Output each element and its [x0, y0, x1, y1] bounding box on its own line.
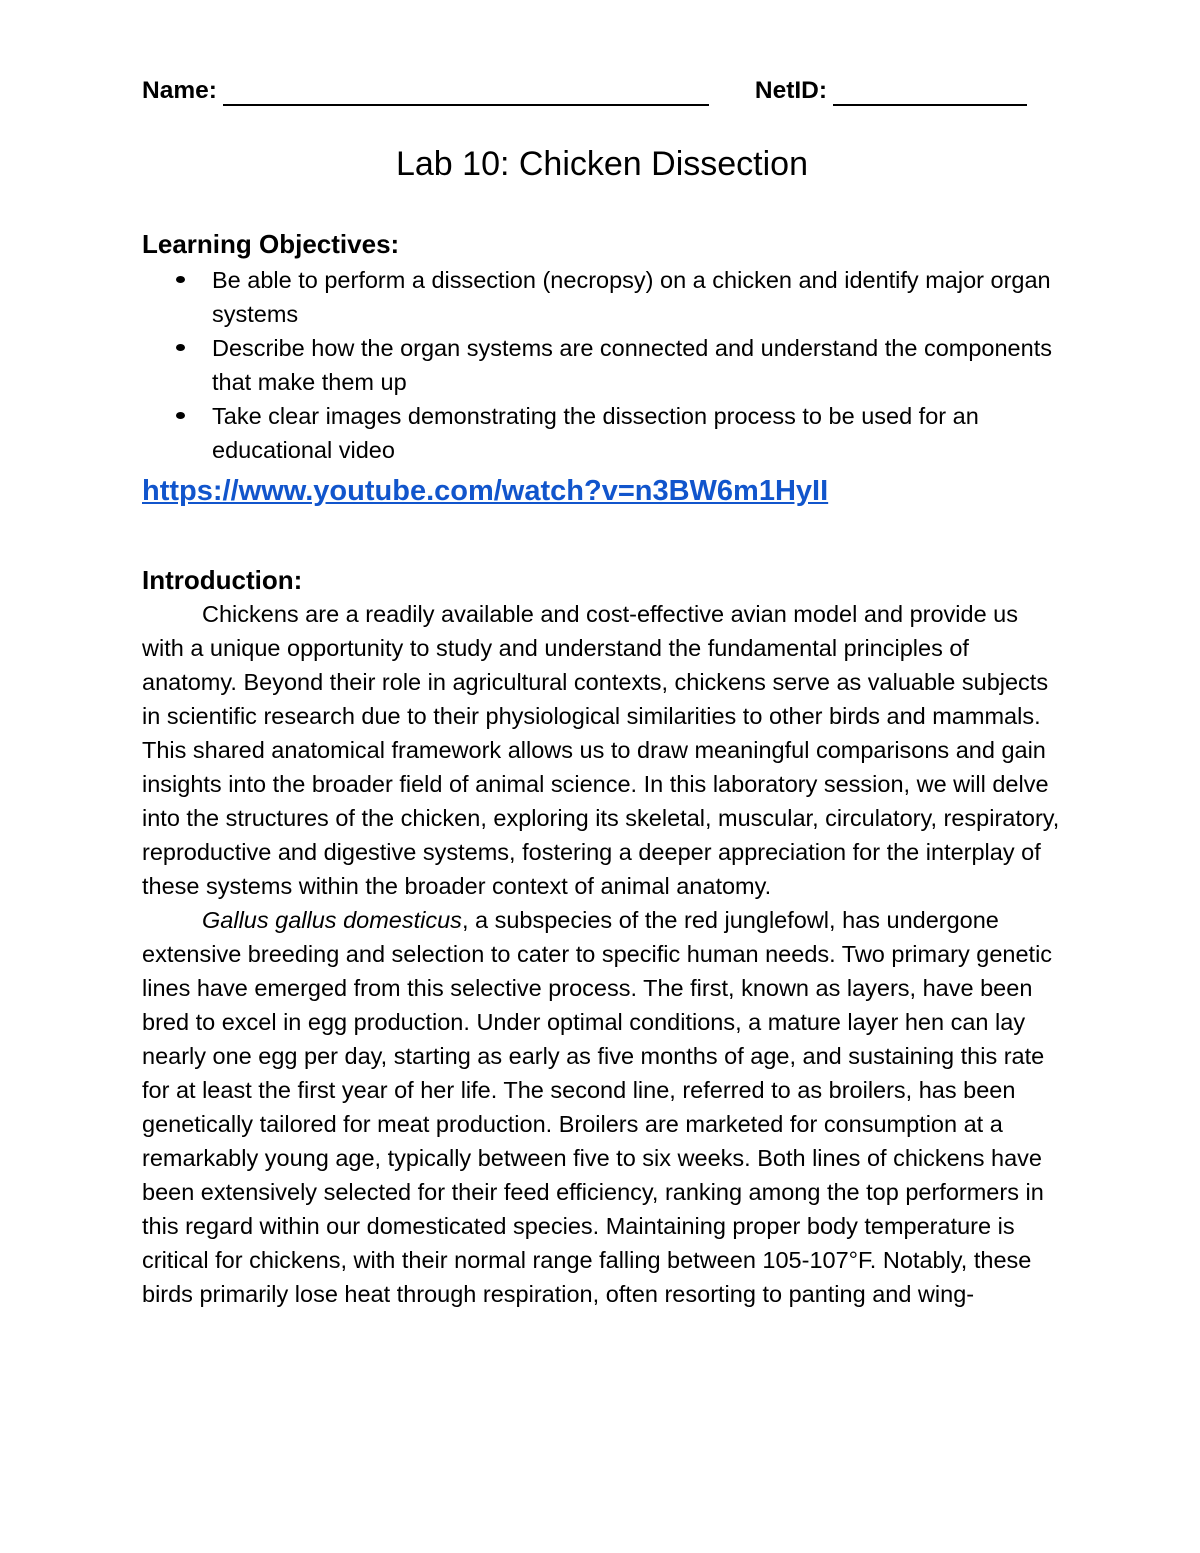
netid-label: NetID: [754, 77, 828, 104]
objective-text: Take clear images demonstrating the dissection process to be used for an educational video [212, 403, 979, 463]
youtube-video-link[interactable]: https://www.youtube.com/watch?v=n3BW6m1HyII [142, 475, 829, 507]
student-info-row [142, 66, 1062, 106]
learning-objectives-heading: Learning Objectives: [142, 229, 400, 259]
bullet-icon [176, 344, 185, 351]
list-item [142, 399, 1062, 467]
name-label: Name: [142, 77, 217, 104]
species-name: Gallus gallus domesticus [202, 907, 462, 933]
objective-text: Describe how the organ systems are connected and understand the components that make them up [212, 335, 1052, 395]
bullet-icon [176, 412, 185, 419]
introduction-paragraph-1: Chickens are a readily available and cost-effective avian model and provide us with a unique opportunity to study and understand the fundamental principles of anatomy. Beyond their role in agricultural contexts, chickens serve as valuable subjects in scientific research due to their physiological similarities to other birds and mammals. This shared anatomical framework allows us to draw meaningful comparisons and gain insights into the broader field of animal science. In this laboratory session, we will delve into the structures of the chicken, exploring its skeletal, muscular, circulatory, respiratory, reproductive and digestive systems, fostering a deeper appreciation for the interplay of these systems within the broader context of animal anatomy. [142, 601, 1060, 899]
list-item [142, 263, 1062, 331]
document-page [142, 66, 1062, 1311]
page-title: Lab 10: Chicken Dissection [395, 145, 808, 183]
introduction-heading: Introduction: [142, 565, 303, 595]
bullet-icon [176, 276, 185, 283]
objective-text: Be able to perform a dissection (necropsy) on a chicken and identify major organ systems [212, 267, 1051, 327]
objectives-list [142, 263, 1062, 467]
netid-blank-field[interactable] [833, 78, 1027, 106]
introduction-paragraph-2 [142, 903, 1062, 1311]
name-blank-field[interactable] [223, 78, 709, 106]
paragraph-2-text: , a subspecies of the red junglefowl, has undergone extensive breeding and selection to cater to specific human needs. Two primary genetic lines have emerged from this selective process. The first, known as layers, have been bred to excel in egg production. Under optimal conditions, a mature layer hen can lay nearly one egg per day, starting as early as five months of age, and sustaining this rate for at least the first year of her life. The second line, referred to as broilers, has been genetically tailored for meat production. Broilers are marketed for consumption at a remarkably young age, typically between five to six weeks. Both lines of chickens have been extensively selected for their feed efficiency, ranking among the top performers in this regard within our domesticated species. Maintaining proper body temperature is critical for chickens, with their normal range falling between 105-107°F. Notably, these birds primarily lose heat through respiration, often resorting to panting and wing- [142, 907, 1053, 1307]
list-item [142, 331, 1062, 399]
